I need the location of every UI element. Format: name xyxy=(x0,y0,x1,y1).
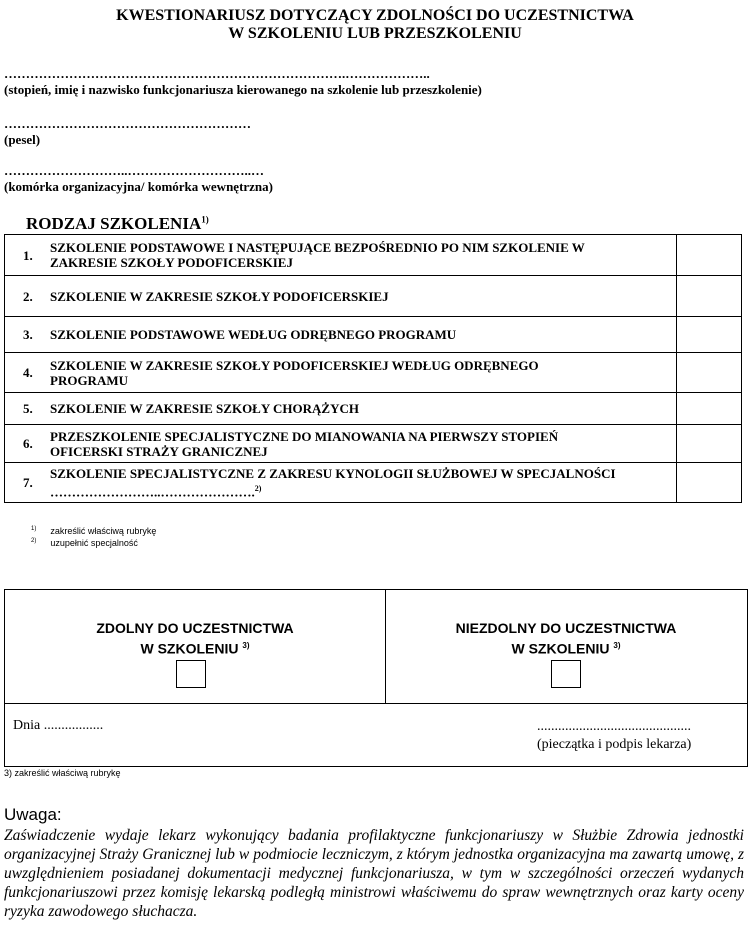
training-type-heading-text: RODZAJ SZKOLENIA xyxy=(26,214,202,233)
unit-field-dots[interactable]: ………………………..………………………..… xyxy=(4,163,264,178)
specialty-dots[interactable]: ……………………..…………………. xyxy=(50,484,255,500)
training-type-num: 7. xyxy=(5,463,51,503)
training-type-checkbox-6[interactable] xyxy=(677,425,742,463)
training-type-num: 2. xyxy=(5,276,51,317)
unfit-label: NIEZDOLNY DO UCZESTNICTWA W SZKOLENIU $^{3)}$ xyxy=(455,620,677,657)
document-title-line2: W SZKOLENIU LUB PRZESZKOLENIU xyxy=(228,25,522,42)
training-type-checkbox-4[interactable] xyxy=(677,353,742,393)
training-type-num: 6. xyxy=(5,425,51,463)
training-type-checkbox-5[interactable] xyxy=(677,393,742,425)
training-type-checkbox-2[interactable] xyxy=(677,276,742,317)
name-field-label: (stopień, imię i nazwisko funkcjonariusza kierowanego na szkolenie lub przeszkolenie) xyxy=(4,82,482,97)
fitness-hdivider xyxy=(5,703,747,704)
training-type-row-7 xyxy=(5,463,742,503)
training-type-row-3 xyxy=(5,317,742,353)
date-field[interactable]: Dnia ................. xyxy=(13,718,104,733)
training-type-num: 4. xyxy=(5,353,51,393)
pesel-field-dots[interactable]: ………………………………………………… xyxy=(4,116,251,131)
training-type-label: SZKOLENIE SPECJALISTYCZNE Z ZAKRESU KYNOLOGII SŁUŻBOWEJ W SPECJALNOŚCI ……………………..………………….$^{2)}$ xyxy=(50,463,677,503)
unit-field-label: (komórka organizacyjna/ komórka wewnętrzna) xyxy=(4,179,273,194)
training-type-row-5 xyxy=(5,393,742,425)
note-heading: Uwaga: xyxy=(4,805,62,824)
footnote-1: $^{1)}$ zakreślić właściwą rubrykę xyxy=(31,526,157,536)
training-type-heading xyxy=(26,214,209,234)
fit-checkbox[interactable] xyxy=(176,660,206,688)
training-type-checkbox-7[interactable] xyxy=(677,463,742,503)
training-type-row-1 xyxy=(5,235,742,276)
training-type-num: 3. xyxy=(5,317,51,353)
training-type-label: SZKOLENIE PODSTAWOWE WEDŁUG ODRĘBNEGO PROGRAMU xyxy=(50,317,677,353)
pesel-field-label: (pesel) xyxy=(4,132,41,147)
fit-label: ZDOLNY DO UCZESTNICTWA W SZKOLENIU $^{3)}$ xyxy=(96,620,294,657)
training-type-row-6 xyxy=(5,425,742,463)
signature-field[interactable]: ............................................ (pieczątka i podpis lekarza) xyxy=(537,719,692,752)
training-type-row-2 xyxy=(5,276,742,317)
footnote-2: $^{2)}$ uzupełnić specjalność xyxy=(31,538,138,548)
training-type-row-4 xyxy=(5,353,742,393)
training-type-label: SZKOLENIE W ZAKRESIE SZKOŁY CHORĄŻYCH xyxy=(50,393,677,425)
footnote-3: 3) zakreślić właściwą rubrykę xyxy=(4,768,121,778)
signature-label: (pieczątka i podpis lekarza) xyxy=(537,737,692,752)
training-type-heading-sup: 1) xyxy=(201,214,209,225)
training-type-checkbox-3[interactable] xyxy=(677,317,742,353)
note-text: Zaświadczenie wydaje lekarz wykonujący badania profilaktyczne funkcjonariuszy w Służbie Zdrowia jednostki organizacyjnej Straży Granicznej lub w podmiocie leczniczym, z którym jednostka organizacyjna ma zawartą umowę, z uwzględnieniem posiadanej dokumentacji medycznej funkcjonariusza, w tym w szczególności orzeczeń wydanych funkcjonariuszowi przez komisję lekarską podległą ministrowi właściwemu do spraw wewnętrznych oraz karty oceny ryzyka zawodowego słuchacza. xyxy=(4,827,744,920)
training-types-table xyxy=(4,234,742,503)
training-type-label: SZKOLENIE PODSTAWOWE I NASTĘPUJĄCE BEZPOŚREDNIO PO NIM SZKOLENIE W ZAKRESIE SZKOŁY PODOFICERSKIEJ xyxy=(50,235,677,276)
training-type-label: PRZESZKOLENIE SPECJALISTYCZNE DO MIANOWANIA NA PIERWSZY STOPIEŃ OFICERSKI STRAŻY GRANICZNEJ xyxy=(50,425,677,463)
training-type-label: SZKOLENIE W ZAKRESIE SZKOŁY PODOFICERSKIEJ WEDŁUG ODRĘBNEGO PROGRAMU xyxy=(50,353,677,393)
training-type-checkbox-1[interactable] xyxy=(677,235,742,276)
fitness-box xyxy=(4,589,748,767)
document-title-line1: KWESTIONARIUSZ DOTYCZĄCY ZDOLNOŚCI DO UCZESTNICTWA xyxy=(116,7,634,24)
name-field-dots[interactable]: …………………………………………………………………….……………….. xyxy=(4,66,430,81)
training-type-num: 5. xyxy=(5,393,51,425)
training-type-num: 1. xyxy=(5,235,51,276)
unfit-checkbox[interactable] xyxy=(551,660,581,688)
training-type-label: SZKOLENIE W ZAKRESIE SZKOŁY PODOFICERSKIEJ xyxy=(50,276,677,317)
